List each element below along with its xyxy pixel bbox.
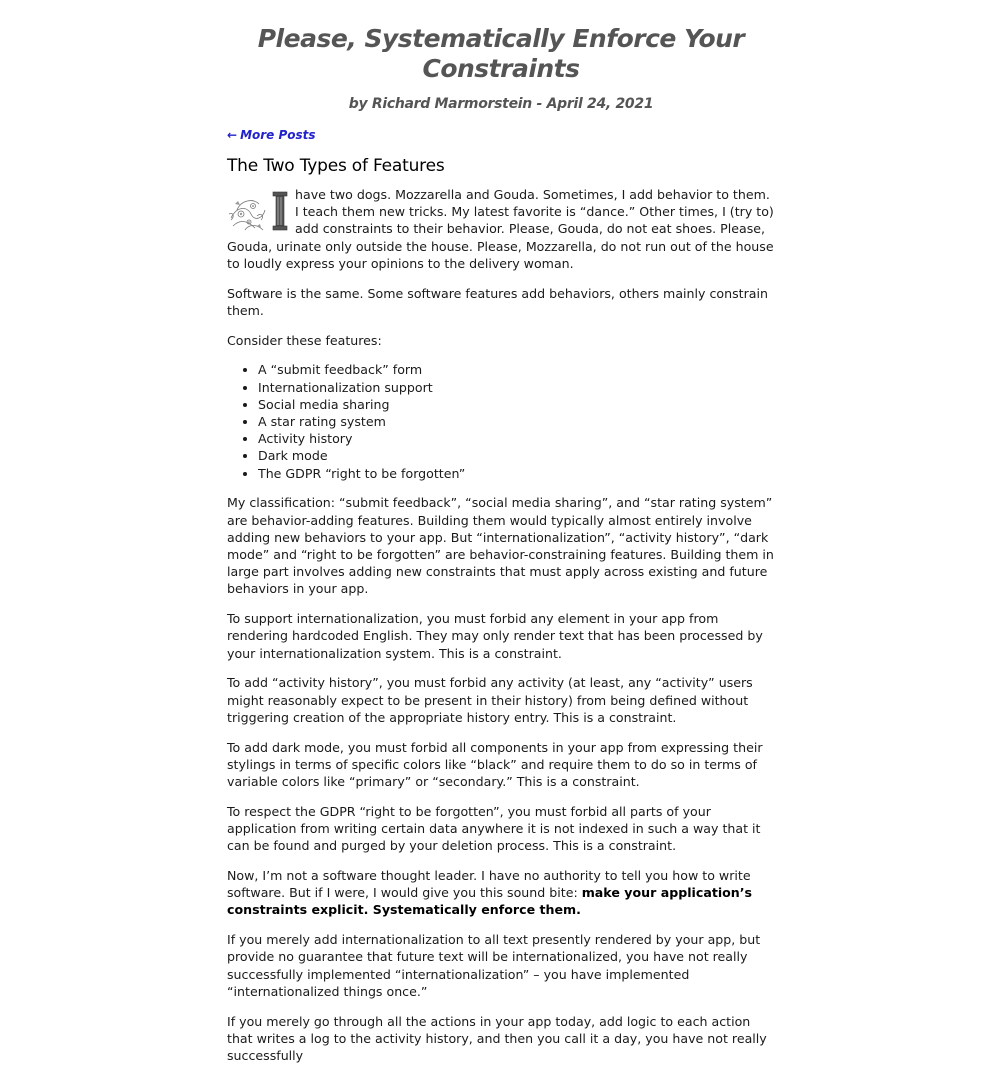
sound-bite: make your application’s constraints explicit. Systematically enforce them. (227, 885, 753, 918)
more-posts-label: More Posts (240, 128, 316, 142)
list-item: • Activity history (258, 430, 775, 447)
paragraph-9-lead: Now, I’m not a software thought leader. I have no authority to tell you how to write software. But if I were, I would give you this sound bite: (227, 868, 751, 901)
left-arrow-icon: ← (227, 128, 238, 142)
list-item: • A star rating system (258, 413, 775, 430)
paragraph-11: If you merely go through all the actions in your app today, add logic to each action that writes a log to the activity history, and then you call it a day, you have not really successfully (227, 1013, 767, 1064)
list-item: • Social media sharing (258, 396, 775, 413)
ornamental-dropcap-icon (227, 188, 291, 234)
post-body (227, 186, 775, 1064)
more-posts-link[interactable] (227, 128, 775, 142)
feature-list (227, 361, 775, 481)
list-item: • Internationalization support (258, 379, 775, 396)
paragraph-4: My classification: “submit feedback”, “social media sharing”, and “star rating system” are behavior-adding features. Building them would typically almost entirely involve adding new behaviors to your app. But “internationalization”, “activity history”, “dark mode” and “right to be forgotten” are behavior-constraining features. Building them in large part involves adding new constraints that must apply across existing and future behaviors in your app. (227, 495, 774, 597)
blog-post (227, 24, 775, 1077)
intro-text: have two dogs. Mozzarella and Gouda. Sometimes, I add behavior to them. I teach them new tricks. My latest favorite is “dance.” Other times, I (try to) add constraints to their behavior. Please, Gouda, do not eat shoes. Please, Gouda, urinate only outside the house. Please, Mozzarella, do not run out of the house to loudly express your opinions to the delivery woman. (227, 187, 774, 271)
paragraph-6: To add “activity history”, you must forbid any activity (at least, any “activity” users might reasonably expect to be present in their history) from being defined without triggering creation of the appropriate history entry. This is a constraint. (227, 675, 753, 725)
paragraph-2: Software is the same. Some software features add behaviors, others mainly constrain them. (227, 285, 768, 318)
post-title: Please, Systematically Enforce Your Constraints (257, 24, 745, 83)
intro-paragraph (227, 186, 775, 272)
list-item: • The GDPR “right to be forgotten” (258, 465, 775, 482)
paragraph-10: If you merely add internationalization to all text presently rendered by your app, but provide no guarantee that future text will be internationalized, you have not really successfully implemented “internationalization” – you have implemented “internationalized things once.” (227, 932, 761, 999)
list-item: • Dark mode (258, 447, 775, 464)
paragraph-8: To respect the GDPR “right to be forgotten”, you must forbid all parts of your application from writing certain data anywhere it is not indexed in such a way that it can be found and purged by your deletion process. This is a constraint. (227, 803, 761, 854)
section-heading: The Two Types of Features (227, 156, 445, 176)
list-item: • A “submit feedback” form (258, 361, 775, 378)
paragraph-5: To support internationalization, you must forbid any element in your app from rendering hardcoded English. They may only render text that has been processed by your internationalization system. This is a constraint. (227, 611, 763, 661)
paragraph-9 (227, 867, 775, 919)
paragraph-3: Consider these features: (227, 332, 382, 348)
post-byline: by Richard Marmorstein - April 24, 2021 (348, 96, 654, 112)
paragraph-7: To add dark mode, you must forbid all components in your app from expressing their stylings in terms of specific colors like “black” and require them to do so in terms of variable colors like “primary” or “secondary.” This is a constraint. (227, 739, 763, 790)
